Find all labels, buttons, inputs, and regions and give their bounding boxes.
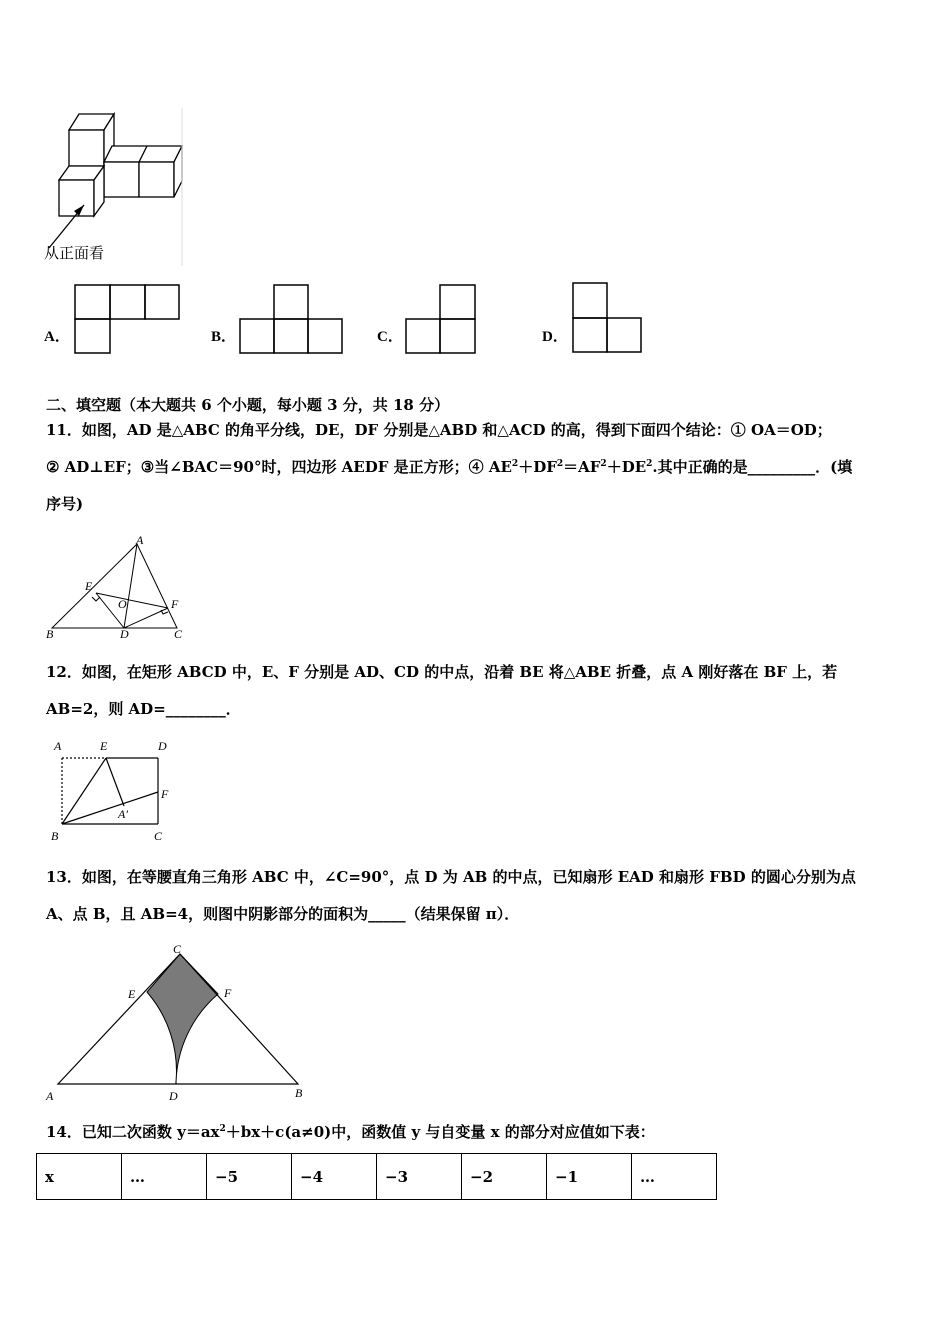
q14-sup: 2 [219, 1124, 226, 1134]
q11-label-c: C [174, 627, 183, 641]
option-a-label: A． [44, 329, 70, 345]
option-a-figure [72, 283, 184, 358]
table-cell: −5 [207, 1154, 292, 1200]
view-direction-caption: 从正面看 [44, 244, 105, 262]
q11-text-e: .其中正确的是_________．(填 [652, 458, 853, 476]
table-cell: x [37, 1154, 122, 1200]
q11-text-b: ＋DF [518, 458, 557, 476]
table-cell: −4 [292, 1154, 377, 1200]
option-d-figure [570, 281, 648, 358]
q14-line1 [46, 1122, 655, 1142]
q12-label-b: B [51, 829, 59, 843]
q12-label-c: C [154, 829, 163, 843]
option-b-label: B． [211, 329, 237, 345]
q13-label-c: C [173, 942, 182, 956]
q13-label-a: A [46, 1089, 54, 1103]
q11-label-b: B [46, 627, 54, 641]
section-heading: 二、填空题（本大题共 6 个小题，每小题 3 分，共 18 分） [46, 396, 450, 414]
q12-label-e: E [100, 739, 108, 753]
q14-value-table [36, 1153, 717, 1200]
q14-text-b: ＋bx＋c(a≠0)中，函数值 y 与自变量 x 的部分对应值如下表： [225, 1123, 655, 1141]
q11-label-o: O [118, 597, 127, 611]
q11-label-f: F [171, 597, 179, 611]
option-c-label: C． [377, 329, 403, 345]
q13-label-f: F [224, 986, 232, 1000]
q12-rectangle-figure [48, 736, 183, 846]
q12-label-d: D [158, 739, 167, 753]
table-cell: −2 [462, 1154, 547, 1200]
option-d-label: D． [542, 329, 568, 345]
q11-sup1: 2 [511, 459, 519, 469]
q12-line1: 12．如图，在矩形 ABCD 中，E、F 分别是 AD、CD 的中点，沿着 BE 将△ABE 折叠，点 A 刚好落在 BF 上，若 [46, 663, 838, 681]
q11-label-a: A [136, 534, 144, 547]
table-cell: −1 [547, 1154, 632, 1200]
q11-triangle-figure [44, 534, 194, 644]
q13-line1: 13．如图，在等腰直角三角形 ABC 中，∠C=90°，点 D 为 AB 的中点，已知扇形 EAD 和扇形 FBD 的圆心分别为点 [46, 868, 856, 886]
option-b-figure [238, 283, 350, 358]
q11-text-a: ② AD⊥EF；③当∠BAC＝90°时，四边形 AEDF 是正方形；④ AE [46, 458, 512, 476]
q11-label-e: E [85, 579, 93, 593]
q11-line1: 11．如图，AD 是△ABC 的角平分线，DE，DF 分别是△ABD 和△ACD 的高，得到下面四个结论：① OA＝OD； [46, 421, 832, 439]
q14-text-a: 14．已知二次函数 y＝ax [46, 1123, 220, 1141]
q13-label-b: B [295, 1086, 303, 1100]
q12-label-f: F [161, 787, 169, 801]
q12-line2: AB=2，则 AD=________． [46, 700, 241, 718]
table-cell: … [632, 1154, 717, 1200]
q12-label-a: A [54, 739, 62, 753]
table-cell: −3 [377, 1154, 462, 1200]
q11-line3: 序号) [46, 495, 84, 513]
q13-label-d: D [169, 1089, 178, 1103]
q13-label-e: E [128, 987, 136, 1001]
q11-sup3: 2 [600, 459, 607, 469]
q13-line2: A、点 B，且 AB=4，则图中阴影部分的面积为_____（结果保留 π）． [46, 905, 520, 923]
table-row [37, 1154, 717, 1200]
q11-text-c: ＝AF [563, 458, 601, 476]
q11-line2 [46, 457, 852, 477]
q12-label-a-prime: A′ [118, 807, 128, 821]
q13-triangle-figure [40, 942, 320, 1104]
option-c-figure [404, 283, 480, 358]
q11-sup2: 2 [556, 459, 564, 469]
q11-text-d: ＋DE [606, 458, 647, 476]
q11-label-d: D [120, 627, 129, 641]
q11-sup4: 2 [646, 459, 653, 469]
table-cell: … [122, 1154, 207, 1200]
